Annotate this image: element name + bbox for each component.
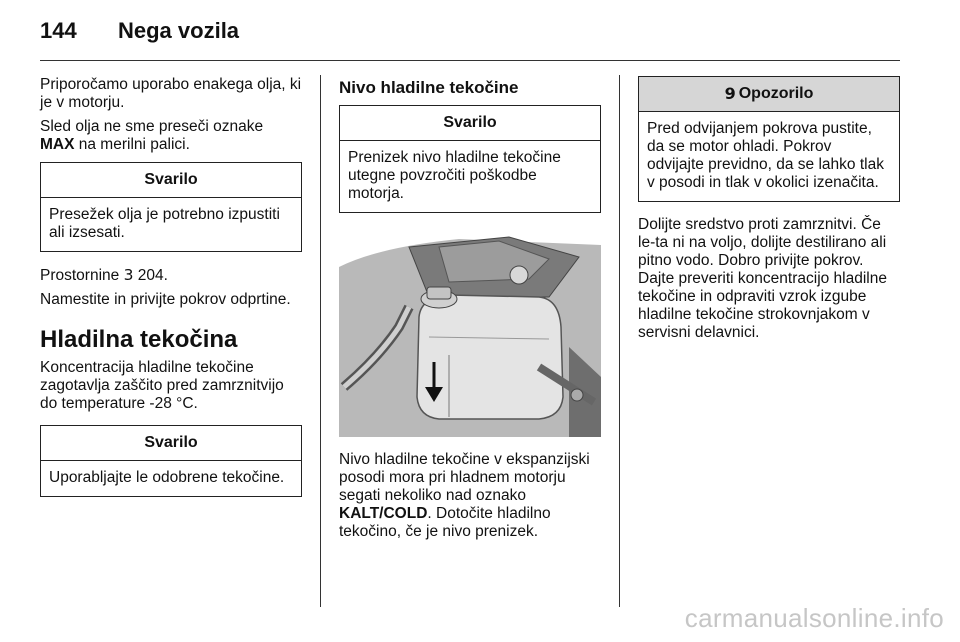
page-reference-arrow-icon[interactable]: 3 [123,266,134,284]
notice-box-oil [40,162,302,252]
paragraph-cap-fit: Namestite in privijte pokrov odprtine. [40,291,291,308]
watermark-text: carmanualsonline.info [684,603,944,633]
page-reference-link[interactable]: 204. [133,267,168,284]
notice-box-coolant [40,425,302,497]
kalt-cold-mark-label: KALT/COLD [339,505,428,522]
notice-title: Svarilo [41,426,301,461]
warning-icon: 9 [724,84,736,103]
subsection-heading-coolant-level: Nivo hladilne tekočine [339,78,519,97]
capacity-label: Prostornine [40,267,120,284]
notice-text: Uporabljajte le odobrene tekočine. [49,469,285,486]
page-title: Nega vozila [118,18,240,43]
warning-title-bar [639,77,899,112]
notice-text: Presežek olja je potrebno izpustiti ali izsesati. [49,206,280,241]
paragraph-coolant-concentration: Koncentracija hladilne tekočine zagotavlja zaščito pred zamrznitvijo do temperature -28 °C. [40,359,284,412]
warning-title: Opozorilo [738,85,814,102]
notice-text: Prenizek nivo hladilne tekočine utegne povzročiti poškodbe motorja. [348,149,561,202]
text-oil-max-before: Sled olja ne sme preseči oznake [40,118,264,135]
header-divider [40,60,900,61]
column-divider-2 [619,75,620,607]
warning-text: Pred odvijanjem pokrova pustite, da se motor ohladi. Pokrov odvijajte previdno, da se lahko tlak v posodi in tlak v okolici izenačita. [647,120,884,191]
notice-box-coolant-level [339,105,601,213]
paragraph-oil-type: Priporočamo uporabo enakega olja, ki je v motorju. [40,76,302,111]
warning-box [638,76,900,202]
column-1 [40,76,302,511]
notice-title: Svarilo [41,163,301,198]
section-heading-coolant: Hladilna tekočina [40,326,238,353]
notice-title: Svarilo [340,106,600,141]
paragraph-topping-up: Dolijte sredstvo proti zamrznitvi. Če le-ta ni na voljo, dolijte destilirano ali pitno vodo. Dobro privijte pokrov. Dajte preveriti koncentracijo hladilne tekočine in odpraviti vzrok izgube hladilne tekočine strokovnjakom v servisni delavnici. [638,216,887,341]
column-2 [339,76,601,547]
page-number: 144 [40,18,77,43]
paragraph-capacities [40,266,302,285]
engine-bay-drawing [339,227,601,437]
paragraph-coolant-level [339,451,601,541]
max-mark-label: MAX [40,136,75,153]
text-oil-max-after: na merilni palici. [74,136,190,153]
text-coolant-level-after: . Dotočite hladilno tekočino, če je nivo prenizek. [339,505,551,540]
text-coolant-level-before: Nivo hladilne tekočine v ekspanzijski posodi mora pri hladnem motorju segati nekoliko nad oznako [339,451,590,504]
column-3 [638,76,900,348]
coolant-reservoir-illustration [339,227,601,437]
column-divider-1 [320,75,321,607]
paragraph-oil-max [40,118,302,154]
page-header [40,18,239,48]
